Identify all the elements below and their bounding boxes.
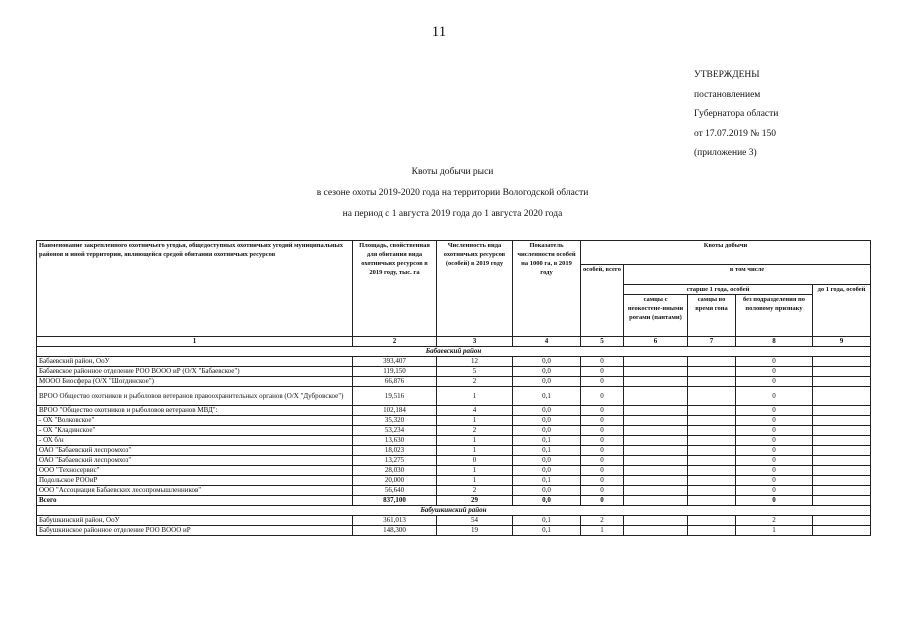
approval-line: от 17.07.2019 № 150 [694,128,776,139]
header-total: особей, всего [581,265,624,337]
cell-idx: 0,1 [513,387,581,406]
cell-c8: 0 [736,406,813,416]
approval-line: постановлением [694,89,761,100]
column-number: 1 [37,337,353,347]
cell-c6 [624,406,688,416]
cell-c7 [688,516,736,526]
cell-area: 13,630 [353,436,437,446]
cell-c8: 0 [736,416,813,426]
cell-idx: 0,0 [513,406,581,416]
cell-idx: 0,1 [513,526,581,536]
cell-area: 53,234 [353,426,437,436]
cell-c9 [813,357,871,367]
cell-num: 0 [437,456,513,466]
cell-c8: 0 [736,377,813,387]
section-title: Бабаевский район [37,347,871,357]
cell-c6 [624,476,688,486]
cell-area: 148,300 [353,526,437,536]
cell-num: 19 [437,526,513,536]
cell-c6 [624,387,688,406]
cell-c7 [688,476,736,486]
cell-name: Подольское РООиР [37,476,353,486]
document-period: на период с 1 августа 2019 года до 1 августа 2020 года [342,209,563,219]
cell-num: 29 [437,496,513,506]
cell-total: 0 [581,406,624,416]
column-number: 5 [581,337,624,347]
cell-c8: 0 [736,387,813,406]
cell-num: 5 [437,367,513,377]
document-subtitle: в сезоне охоты 2019-2020 года на территории Вологодской области [316,188,589,198]
cell-total: 0 [581,426,624,436]
cell-c6 [624,496,688,506]
cell-area: 56,640 [353,486,437,496]
cell-c9 [813,526,871,536]
cell-c9 [813,446,871,456]
cell-name: - ОХ "Волковское" [37,416,353,426]
cell-name: Бабаевский район, ОоУ [37,357,353,367]
cell-c6 [624,436,688,446]
header-males-rut: самцы во время гона [688,295,736,337]
cell-idx: 0,1 [513,516,581,526]
cell-idx: 0,0 [513,367,581,377]
cell-num: 54 [437,516,513,526]
cell-name: ООО "Техносервис" [37,466,353,476]
cell-num: 4 [437,406,513,416]
cell-area: 102,184 [353,406,437,416]
cell-num: 2 [437,426,513,436]
table-row [37,526,871,536]
cell-idx: 0,0 [513,377,581,387]
header-no-sex: без подразделения по половому признаку [736,295,813,337]
cell-name: Бабушкинское районное отделение РОО ВООО иР [37,526,353,536]
cell-total: 0 [581,436,624,446]
table-row [37,416,871,426]
cell-c9 [813,367,871,377]
cell-total: 0 [581,496,624,506]
page-number: 11 [431,24,447,40]
cell-c6 [624,466,688,476]
table-row [37,456,871,466]
header-younger: до 1 года, особей [813,285,871,337]
cell-c7 [688,456,736,466]
cell-num: 1 [437,416,513,426]
cell-c7 [688,436,736,446]
approval-line: (приложение 3) [694,148,757,158]
cell-num: 1 [437,387,513,406]
cell-c8: 0 [736,426,813,436]
cell-c8: 2 [736,516,813,526]
cell-c6 [624,426,688,436]
cell-c7 [688,406,736,416]
table-row [37,446,871,456]
cell-idx: 0,0 [513,357,581,367]
cell-area: 19,516 [353,387,437,406]
cell-c8: 0 [736,357,813,367]
cell-c9 [813,496,871,506]
cell-c9 [813,416,871,426]
cell-area: 13,275 [353,456,437,466]
cell-c9 [813,426,871,436]
table-row [37,436,871,446]
cell-total: 0 [581,476,624,486]
table-row [37,476,871,486]
cell-c9 [813,456,871,466]
cell-name: ОАО "Бабаевский леспромхоз" [37,446,353,456]
cell-area: 393,407 [353,357,437,367]
table-row [37,387,871,406]
table-row [37,406,871,416]
cell-c7 [688,387,736,406]
column-number: 7 [688,337,736,347]
cell-area: 837,100 [353,496,437,506]
header-name: Наименование закрепленного охотничьего угодья, общедоступных охотничьих угодий муниципальных районов и иной территории, являющейся средой обитания охотничьих ресурсов [37,241,353,337]
cell-name: ООО "Ассоциация Бабаевских лесопромышленников" [37,486,353,496]
table-row [37,496,871,506]
cell-c9 [813,436,871,446]
cell-total: 0 [581,486,624,496]
cell-name: ОАО "Бабаевский леспромхоз" [37,456,353,466]
cell-total: 1 [581,526,624,536]
cell-c8: 0 [736,436,813,446]
header-including: в том числе [624,265,871,285]
cell-area: 18,023 [353,446,437,456]
cell-c8: 0 [736,476,813,486]
cell-c8: 0 [736,446,813,456]
cell-c6 [624,456,688,466]
cell-total: 0 [581,367,624,377]
cell-idx: 0,0 [513,466,581,476]
cell-area: 20,000 [353,476,437,486]
cell-area: 28,030 [353,466,437,476]
cell-idx: 0,0 [513,496,581,506]
cell-area: 35,320 [353,416,437,426]
cell-c8: 0 [736,367,813,377]
cell-c7 [688,526,736,536]
cell-c7 [688,357,736,367]
table-row [37,516,871,526]
cell-c6 [624,516,688,526]
cell-c7 [688,426,736,436]
cell-total: 0 [581,387,624,406]
cell-c7 [688,416,736,426]
cell-name: МООО Биосфера (О/Х "Шогдинское") [37,377,353,387]
cell-area: 361,013 [353,516,437,526]
cell-c8: 0 [736,466,813,476]
cell-c6 [624,377,688,387]
table-row [37,377,871,387]
table-row [37,426,871,436]
section-title: Бабушкинский район [37,506,871,516]
cell-c8: 1 [736,526,813,536]
cell-num: 1 [437,436,513,446]
cell-name: ВРОО "Общество охотников и рыболовов ветеранов МВД": [37,406,353,416]
approval-block [694,66,778,164]
column-number: 9 [813,337,871,347]
cell-name: Всего [37,496,353,506]
cell-total: 2 [581,516,624,526]
cell-idx: 0,1 [513,436,581,446]
cell-c7 [688,496,736,506]
cell-num: 1 [437,446,513,456]
cell-c9 [813,476,871,486]
cell-idx: 0,0 [513,426,581,436]
cell-name: ВРОО Общество охотников и рыболовов ветеранов правоохранительных органов (О/Х "Дубровское") [37,387,353,406]
column-number: 4 [513,337,581,347]
cell-num: 2 [437,486,513,496]
cell-c6 [624,367,688,377]
cell-num: 2 [437,377,513,387]
cell-total: 0 [581,377,624,387]
cell-idx: 0,1 [513,476,581,486]
cell-num: 12 [437,357,513,367]
cell-total: 0 [581,466,624,476]
cell-c7 [688,377,736,387]
cell-name: - ОХ "Кладинское" [37,426,353,436]
cell-c6 [624,526,688,536]
table-row [37,466,871,476]
header-index: Показатель численности особей на 1000 га, в 2019 году [513,241,581,337]
approval-line: УТВЕРЖДЕНЫ [694,70,760,80]
cell-c7 [688,446,736,456]
cell-c7 [688,367,736,377]
cell-area: 66,876 [353,377,437,387]
column-number: 8 [736,337,813,347]
cell-area: 119,150 [353,367,437,377]
cell-c9 [813,406,871,416]
cell-c9 [813,387,871,406]
cell-c9 [813,377,871,387]
cell-idx: 0,0 [513,416,581,426]
cell-name: Бабушкинский район, ОоУ [37,516,353,526]
table-row [37,367,871,377]
cell-c6 [624,486,688,496]
cell-c9 [813,466,871,476]
cell-total: 0 [581,446,624,456]
column-number: 3 [437,337,513,347]
header-older: старше 1 года, особей [624,285,813,295]
cell-total: 0 [581,357,624,367]
cell-c6 [624,446,688,456]
header-males-antlers: самцы с неокостене-нными рогами (пантами) [624,295,688,337]
cell-c9 [813,516,871,526]
quota-table [36,240,871,536]
header-area: Площадь, свойственная для обитания вида охотничьих ресурсов в 2019 году, тыс. га [353,241,437,337]
table-row [37,357,871,367]
cell-c9 [813,486,871,496]
document-title: Квоты добычи рыси [411,167,494,177]
cell-c7 [688,466,736,476]
cell-name: Бабаевское районное отделение РОО ВООО иР (О/Х "Бабаевское") [37,367,353,377]
cell-c6 [624,357,688,367]
cell-c6 [624,416,688,426]
column-number: 6 [624,337,688,347]
cell-idx: 0,1 [513,446,581,456]
cell-c7 [688,486,736,496]
cell-idx: 0,0 [513,486,581,496]
header-count: Численность вида охотничьих ресурсов (особей) в 2019 году [437,241,513,337]
cell-c8: 0 [736,456,813,466]
column-number: 2 [353,337,437,347]
approval-line: Губернатора области [694,109,779,119]
cell-total: 0 [581,456,624,466]
cell-name: - ОХ б/н [37,436,353,446]
cell-idx: 0,0 [513,456,581,466]
cell-c8: 0 [736,486,813,496]
cell-c8: 0 [736,496,813,506]
table-row [37,486,871,496]
cell-num: 1 [437,476,513,486]
header-quota: Квоты добычи [581,241,871,265]
cell-num: 1 [437,466,513,476]
cell-total: 0 [581,416,624,426]
